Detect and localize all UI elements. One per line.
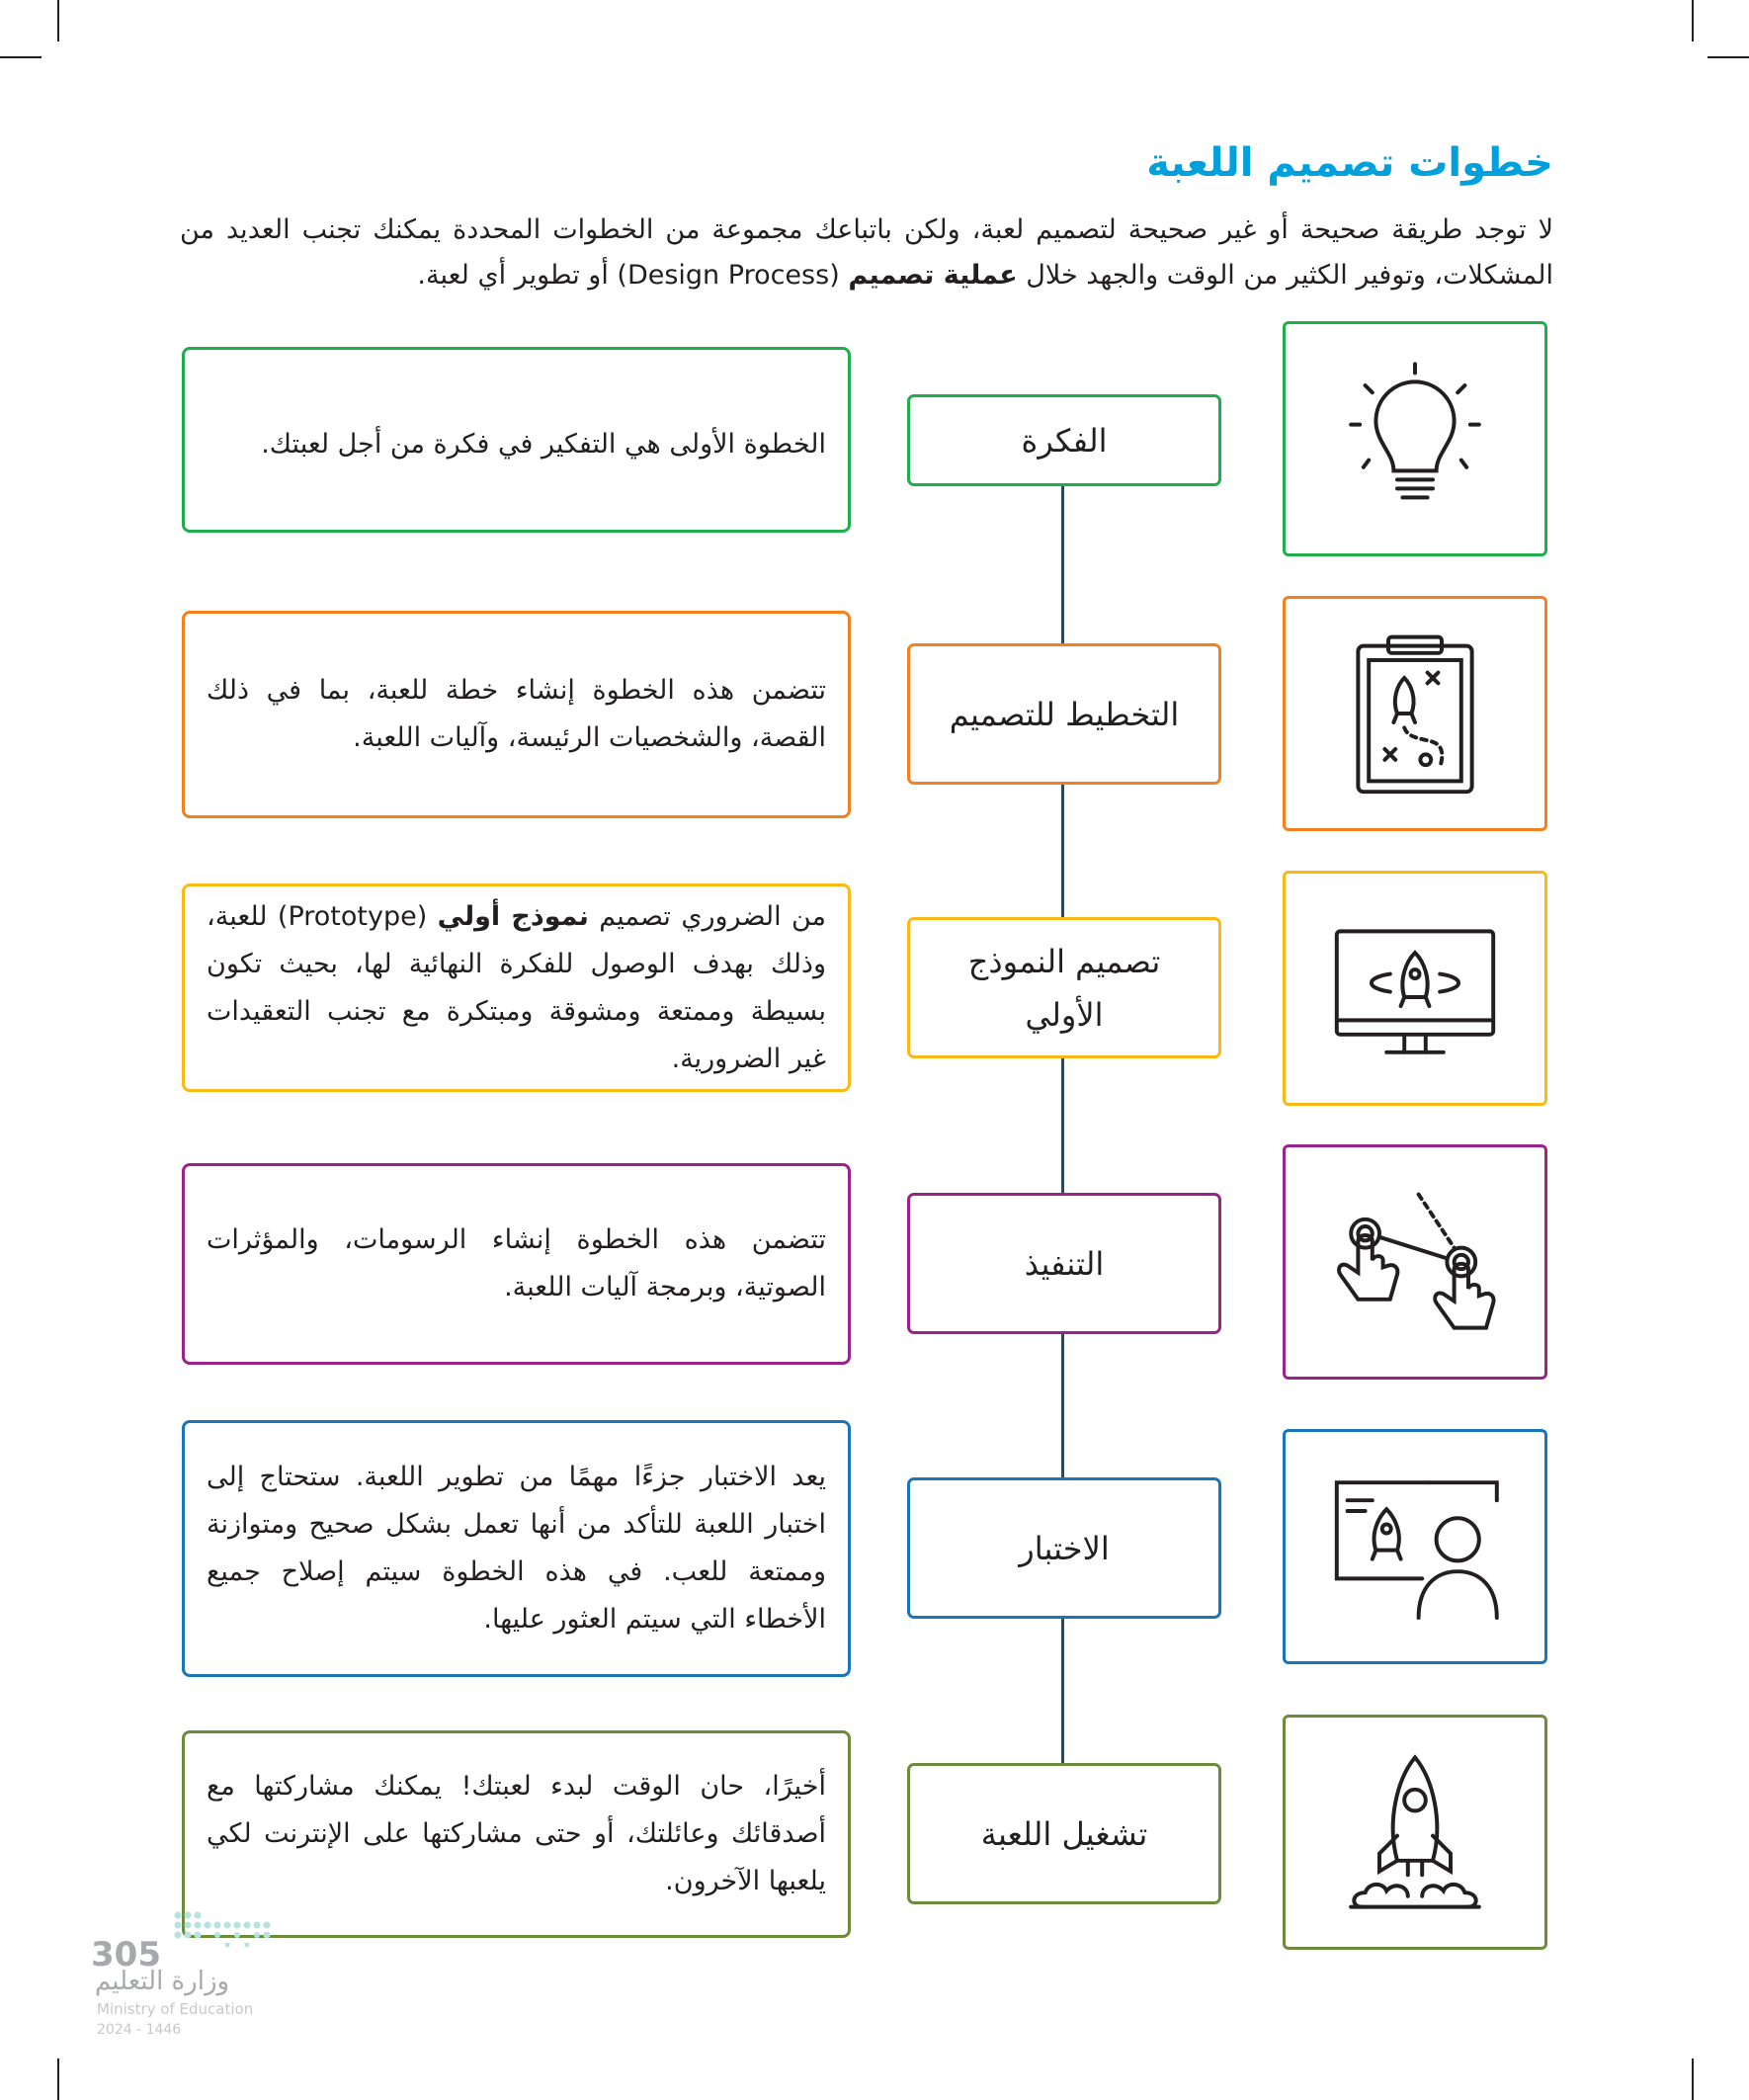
step-description: تتضمن هذه الخطوة إنشاء خطة للعبة، بما في ذلك القصة، والشخصيات الرئيسة، وآليات اللعبة.: [182, 611, 851, 818]
academic-year: 2024 - 1446: [97, 2022, 182, 2038]
step-description: يعد الاختبار جزءًا مهمًا من تطوير اللعبة. ستحتاج إلى اختبار اللعبة للتأكد من أنها تعمل بشكل صحيح ومتوازنة وممتعة للعب. في هذه الخطوة سيتم إصلاح جميع الأخطاء التي سيتم العثور عليها.: [182, 1420, 851, 1677]
step-label-testing: الاختبار: [907, 1477, 1221, 1619]
crop-mark: [1707, 56, 1749, 58]
page-number: 305: [91, 1935, 161, 1974]
step-icon-box: [1283, 321, 1547, 556]
step-label-launch: تشغيل اللعبة: [907, 1763, 1221, 1904]
crop-mark: [0, 56, 42, 58]
presentation-user-icon: [1326, 1458, 1504, 1636]
page-title: خطوات تصميم اللعبة: [1146, 140, 1553, 186]
touch-gesture-icon: [1326, 1173, 1504, 1351]
step-description: الخطوة الأولى هي التفكير في فكرة من أجل لعبتك.: [182, 347, 851, 533]
step-icon-box: [1283, 1715, 1547, 1950]
ministry-name-english: Ministry of Education: [97, 2000, 254, 2018]
ministry-name-arabic: وزارة التعليم: [95, 1967, 230, 1996]
step-label-prototype: تصميم النموذج الأولي: [907, 917, 1221, 1058]
step-icon-box: [1283, 871, 1547, 1106]
lightbulb-icon: [1326, 350, 1504, 528]
clipboard-plan-icon: [1326, 625, 1504, 802]
crop-mark: [1692, 0, 1694, 42]
crop-mark: [1692, 2058, 1694, 2100]
step-label-idea: الفكرة: [907, 394, 1221, 486]
step-description: تتضمن هذه الخطوة إنشاء الرسومات، والمؤثرات الصوتية، وبرمجة آليات اللعبة.: [182, 1163, 851, 1365]
step-icon-box: [1283, 596, 1547, 831]
rocket-launch-icon: [1326, 1743, 1504, 1921]
crop-mark: [57, 2058, 59, 2100]
step-label-implementation: التنفيذ: [907, 1193, 1221, 1334]
step-icon-box: [1283, 1144, 1547, 1380]
step-description: من الضروري تصميم نموذج أولي (Prototype) للعبة، وذلك بهدف الوصول للفكرة النهائية لها، بحيث تكون بسيطة وممتعة ومشوقة ومبتكرة مع تجنب التعقيدات غير الضرورية.: [182, 883, 851, 1092]
step-label-planning: التخطيط للتصميم: [907, 643, 1221, 785]
intro-paragraph: لا توجد طريقة صحيحة أو غير صحيحة لتصميم لعبة، ولكن باتباعك مجموعة من الخطوات المحددة يمكنك تجنب العديد من المشكلات، وتوفير الكثير من الوقت والجهد خلال عملية تصميم (Design Process) أو تطوير أي لعبة.: [180, 214, 1553, 291]
step-description: أخيرًا، حان الوقت لبدء لعبتك! يمكنك مشاركتها مع أصدقائك وعائلتك، أو حتى مشاركتها على الإنترنت لكي يلعبها الآخرون.: [182, 1730, 851, 1938]
monitor-rocket-icon: [1326, 899, 1504, 1077]
step-icon-box: [1283, 1429, 1547, 1664]
crop-mark: [57, 0, 59, 42]
